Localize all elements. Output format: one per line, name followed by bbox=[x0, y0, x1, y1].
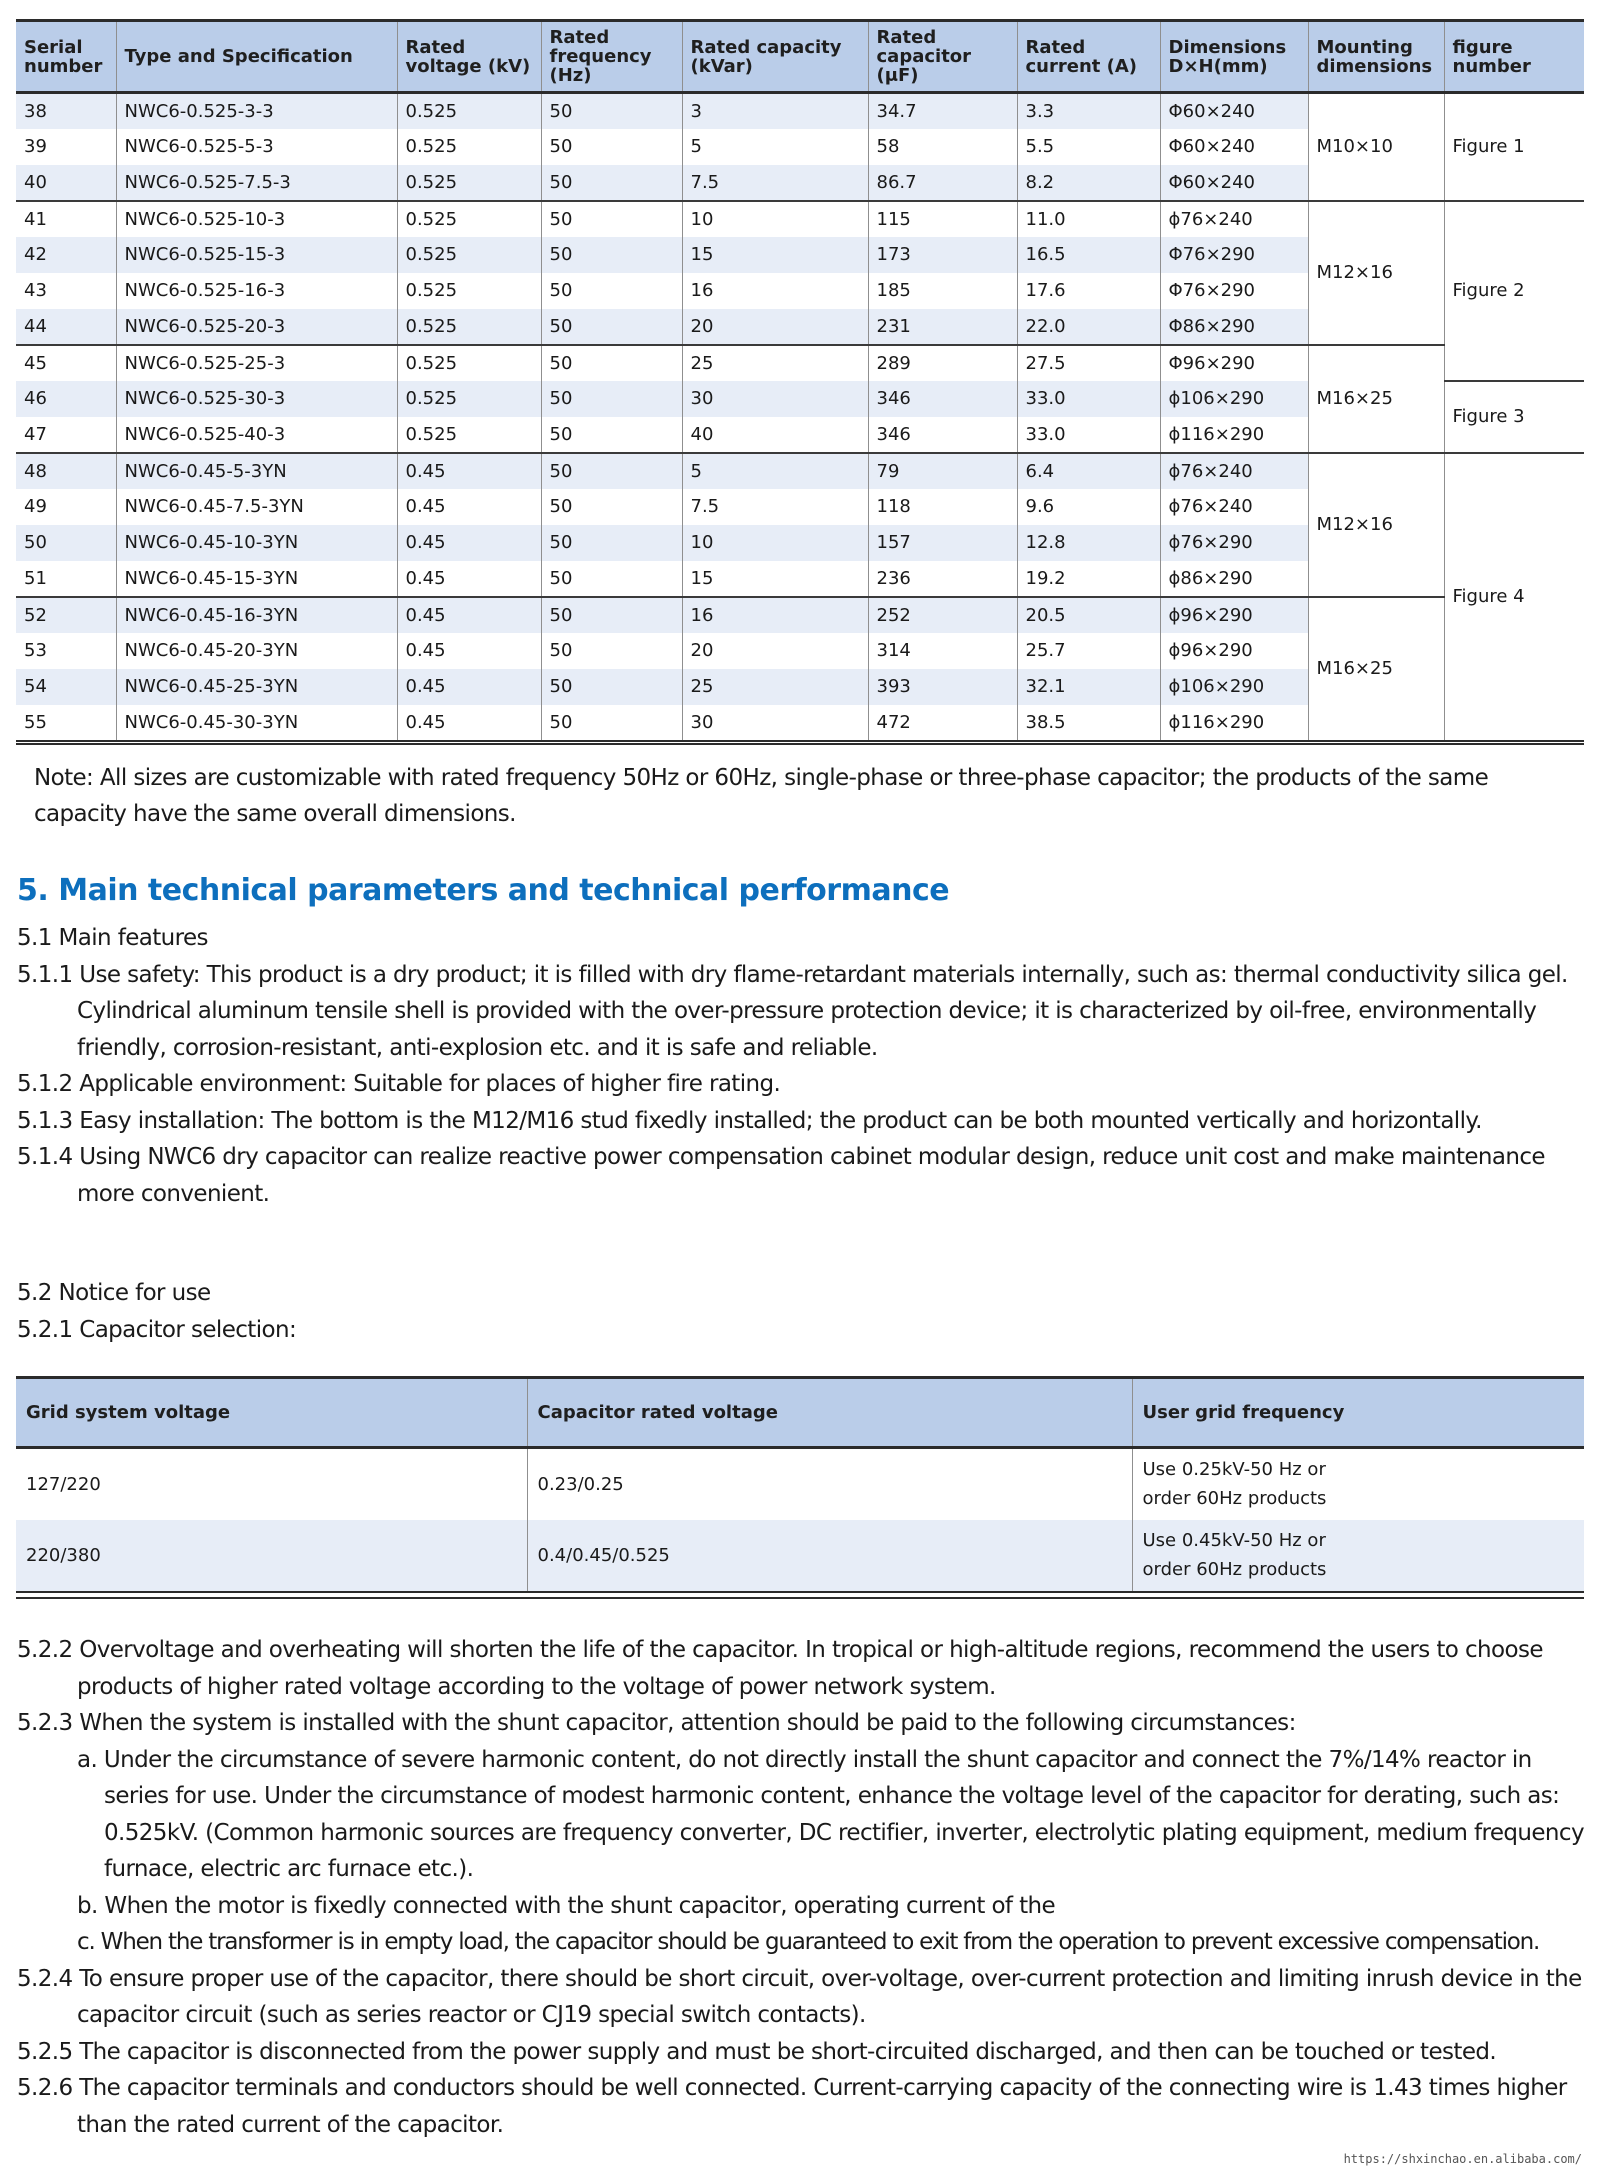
cell-voltage: 0.525 bbox=[397, 129, 541, 165]
cell-voltage: 0.525 bbox=[397, 165, 541, 201]
subsection-5-2-1: 5.2.1 Capacitor selection: bbox=[17, 1316, 297, 1343]
cell-current: 8.2 bbox=[1017, 165, 1160, 201]
cell-serial: 41 bbox=[16, 201, 116, 237]
cell-voltage: 0.45 bbox=[397, 597, 541, 633]
cell-dimensions: ϕ76×240 bbox=[1160, 489, 1308, 525]
cell-current: 9.6 bbox=[1017, 489, 1160, 525]
subsection-title-5-1: 5.1 Main features bbox=[17, 925, 208, 951]
cell-type: NWC6-0.525-25-3 bbox=[116, 345, 397, 381]
cell-dimensions: ϕ86×290 bbox=[1160, 561, 1308, 597]
cell-dimensions: ϕ96×290 bbox=[1160, 597, 1308, 633]
cell-frequency: 50 bbox=[541, 561, 682, 597]
cell-capacitor: 314 bbox=[868, 633, 1017, 669]
cell-figure: Figure 2 bbox=[1444, 201, 1584, 381]
cell-serial: 45 bbox=[16, 345, 116, 381]
cell-serial: 38 bbox=[16, 93, 116, 129]
watermark-url: https://shxinchao.en.alibaba.com/ bbox=[1343, 2152, 1582, 2166]
cell-current: 33.0 bbox=[1017, 417, 1160, 453]
selection-table bbox=[16, 1376, 1584, 1593]
cell-capacity: 3 bbox=[682, 93, 868, 129]
selection-table-header bbox=[16, 1378, 1584, 1448]
header-frequency: Rated frequency (Hz) bbox=[541, 21, 682, 93]
cell-dimensions: Φ60×240 bbox=[1160, 93, 1308, 129]
cell-rated-voltage: 0.23/0.25 bbox=[527, 1448, 1132, 1520]
feature-5-1-2: 5.1.2 Applicable environment: Suitable for places of higher fire rating. bbox=[17, 1071, 781, 1097]
cell-serial: 50 bbox=[16, 525, 116, 561]
cell-current: 12.8 bbox=[1017, 525, 1160, 561]
cell-mounting: M10×10 bbox=[1308, 93, 1444, 201]
cell-dimensions: ϕ116×290 bbox=[1160, 705, 1308, 741]
header-capacitor: Rated capacitor (μF) bbox=[868, 21, 1017, 93]
table-note: Note: All sizes are customizable with rated frequency 50Hz or 60Hz, single-phase or three-phase capacitor; the products of the same capacity have the same overall dimensions. bbox=[34, 765, 1489, 827]
cell-mounting: M12×16 bbox=[1308, 453, 1444, 597]
cell-voltage: 0.45 bbox=[397, 705, 541, 741]
header-user-grid-frequency: User grid frequency bbox=[1132, 1378, 1584, 1448]
cell-type: NWC6-0.45-5-3YN bbox=[116, 453, 397, 489]
cell-grid-frequency bbox=[1132, 1448, 1584, 1520]
cell-dimensions: ϕ76×290 bbox=[1160, 525, 1308, 561]
cell-frequency: 50 bbox=[541, 489, 682, 525]
cell-frequency: 50 bbox=[541, 705, 682, 741]
cell-capacity: 30 bbox=[682, 381, 868, 417]
cell-dimensions: ϕ96×290 bbox=[1160, 633, 1308, 669]
cell-dimensions: Φ86×290 bbox=[1160, 309, 1308, 345]
notice-5-2-5: 5.2.5 The capacitor is disconnected from the power supply and must be short-circuited discharged, and then can be touched or tested. bbox=[17, 2038, 1497, 2065]
cell-capacitor: 157 bbox=[868, 525, 1017, 561]
cell-type: NWC6-0.525-16-3 bbox=[116, 273, 397, 309]
table-row bbox=[16, 201, 1584, 237]
cell-capacitor: 472 bbox=[868, 705, 1017, 741]
cell-voltage: 0.45 bbox=[397, 489, 541, 525]
cell-voltage: 0.525 bbox=[397, 237, 541, 273]
cell-grid-voltage: 127/220 bbox=[26, 1473, 101, 1495]
cell-voltage: 0.525 bbox=[397, 309, 541, 345]
cell-type: NWC6-0.45-7.5-3YN bbox=[116, 489, 397, 525]
cell-line: Use 0.45kV-50 Hz or bbox=[1142, 1530, 1326, 1551]
cell-capacitor: 393 bbox=[868, 669, 1017, 705]
cell-current: 3.3 bbox=[1017, 93, 1160, 129]
cell-dimensions: Φ60×240 bbox=[1160, 129, 1308, 165]
cell-capacity: 16 bbox=[682, 273, 868, 309]
notice-block bbox=[17, 1275, 1587, 1348]
cell-dimensions: ϕ106×290 bbox=[1160, 669, 1308, 705]
notice-5-2-4: 5.2.4 To ensure proper use of the capacitor, there should be short circuit, over-voltage, over-current protection and limiting inrush device in the capacitor circuit (such as series reactor or CJ19 special switch contacts). bbox=[17, 1965, 1582, 2028]
cell-capacitor: 252 bbox=[868, 597, 1017, 633]
cell-mounting: M16×25 bbox=[1308, 345, 1444, 453]
cell-type: NWC6-0.45-25-3YN bbox=[116, 669, 397, 705]
cell-serial: 46 bbox=[16, 381, 116, 417]
cell-capacity: 5 bbox=[682, 129, 868, 165]
cell-dimensions: ϕ116×290 bbox=[1160, 417, 1308, 453]
cell-serial: 53 bbox=[24, 640, 47, 661]
cell-frequency: 50 bbox=[541, 525, 682, 561]
cell-capacity: 20 bbox=[682, 309, 868, 345]
cell-serial: 40 bbox=[16, 165, 116, 201]
cell-serial: 43 bbox=[24, 280, 47, 301]
table-bottom-rule bbox=[16, 1597, 1584, 1599]
table-bottom-rule bbox=[16, 743, 1584, 745]
cell-frequency: 50 bbox=[541, 309, 682, 345]
cell-serial: 52 bbox=[16, 597, 116, 633]
cell-frequency: 50 bbox=[541, 129, 682, 165]
header-voltage: Rated voltage (kV) bbox=[397, 21, 541, 93]
cell-capacitor: 115 bbox=[868, 201, 1017, 237]
header-capacity: Rated capacity (kVar) bbox=[682, 21, 868, 93]
cell-voltage: 0.525 bbox=[397, 273, 541, 309]
cell-capacitor: 86.7 bbox=[868, 165, 1017, 201]
cell-capacitor: 346 bbox=[868, 417, 1017, 453]
cell-capacitor: 231 bbox=[868, 309, 1017, 345]
notice-5-2-3: 5.2.3 When the system is installed with the shunt capacitor, attention should be paid to the following circumstances: bbox=[17, 1710, 1296, 1736]
cell-serial: 42 bbox=[16, 237, 116, 273]
cell-capacity: 10 bbox=[682, 525, 868, 561]
cell-type: NWC6-0.525-20-3 bbox=[116, 309, 397, 345]
feature-5-1-4: 5.1.4 Using NWC6 dry capacitor can realize reactive power compensation cabinet modular design, reduce unit cost and make maintenance more convenient. bbox=[17, 1144, 1545, 1207]
cell-voltage: 0.45 bbox=[397, 633, 541, 669]
cell-voltage: 0.525 bbox=[397, 417, 541, 453]
cell-type: NWC6-0.45-16-3YN bbox=[116, 597, 397, 633]
cell-voltage: 0.525 bbox=[397, 201, 541, 237]
cell-grid-frequency bbox=[1132, 1520, 1584, 1592]
cell-mounting: M16×25 bbox=[1308, 597, 1444, 741]
cell-frequency: 50 bbox=[541, 453, 682, 489]
cell-capacity: 25 bbox=[682, 345, 868, 381]
table-row bbox=[16, 1448, 1584, 1520]
cell-frequency: 50 bbox=[541, 633, 682, 669]
cell-capacitor: 173 bbox=[868, 237, 1017, 273]
cell-frequency: 50 bbox=[541, 381, 682, 417]
feature-5-1-1: 5.1.1 Use safety: This product is a dry product; it is filled with dry flame-retardant materials internally, such as: thermal conductivity silica gel. Cylindrical aluminum tensile shell is provided with the over-pressure protection device; it is characterized by oil-free, environmentally friendly, corrosion-resistant, anti-explosion etc. and it is safe and reliable. bbox=[17, 961, 1568, 1061]
cell-capacitor: 58 bbox=[868, 129, 1017, 165]
cell-figure: Figure 1 bbox=[1444, 93, 1584, 201]
cell-serial: 47 bbox=[24, 423, 47, 445]
notice-5-2-3-a: a. Under the circumstance of severe harmonic content, do not directly install the shunt capacitor and connect the 7%/14% reactor in series for use. Under the circumstance of modest harmonic content, enhance the voltage level of the capacitor for derating, such as: 0.525kV. (Common harmonic sources are frequency converter, DC rectifier, inverter, electrolytic plating equipment, medium frequency furnace, electric arc furnace etc.). bbox=[77, 1746, 1584, 1882]
cell-grid-voltage: 220/380 bbox=[26, 1544, 101, 1566]
cell-capacity: 7.5 bbox=[682, 165, 868, 201]
cell-figure: Figure 4 bbox=[1444, 453, 1584, 741]
cell-capacitor: 289 bbox=[868, 345, 1017, 381]
table-row bbox=[16, 345, 1584, 381]
cell-capacity: 15 bbox=[682, 561, 868, 597]
cell-type: NWC6-0.45-20-3YN bbox=[116, 633, 397, 669]
cell-type: NWC6-0.45-15-3YN bbox=[116, 561, 397, 597]
cell-type: NWC6-0.525-5-3 bbox=[116, 129, 397, 165]
cell-capacity: 7.5 bbox=[682, 489, 868, 525]
cell-current: 22.0 bbox=[1017, 309, 1160, 345]
cell-frequency: 50 bbox=[541, 237, 682, 273]
cell-frequency: 50 bbox=[541, 669, 682, 705]
cell-capacitor: 236 bbox=[868, 561, 1017, 597]
cell-capacitor: 118 bbox=[868, 489, 1017, 525]
cell-voltage: 0.45 bbox=[397, 453, 541, 489]
cell-current: 20.5 bbox=[1017, 597, 1160, 633]
header-grid-voltage: Grid system voltage bbox=[26, 1402, 231, 1423]
cell-voltage: 0.45 bbox=[397, 525, 541, 561]
cell-line: order 60Hz products bbox=[1142, 1488, 1327, 1510]
cell-dimensions: Φ96×290 bbox=[1160, 345, 1308, 381]
cell-voltage: 0.45 bbox=[397, 561, 541, 597]
cell-type: NWC6-0.525-30-3 bbox=[116, 381, 397, 417]
cell-current: 6.4 bbox=[1017, 453, 1160, 489]
cell-frequency: 50 bbox=[541, 93, 682, 129]
header-type: Type and Specification bbox=[116, 21, 397, 93]
header-dimensions: Dimensions D×H(mm) bbox=[1160, 21, 1308, 93]
cell-current: 32.1 bbox=[1017, 669, 1160, 705]
cell-dimensions: ϕ76×240 bbox=[1160, 201, 1308, 237]
cell-capacity: 10 bbox=[682, 201, 868, 237]
cell-current: 17.6 bbox=[1017, 273, 1160, 309]
notice-5-2-3-b: b. When the motor is fixedly connected with the shunt capacitor, operating current of the bbox=[77, 1892, 1056, 1919]
cell-dimensions: ϕ106×290 bbox=[1160, 381, 1308, 417]
cell-capacity: 40 bbox=[682, 417, 868, 453]
cell-capacity: 5 bbox=[682, 453, 868, 489]
cell-current: 16.5 bbox=[1017, 237, 1160, 273]
cell-current: 38.5 bbox=[1017, 705, 1160, 741]
cell-capacitor: 79 bbox=[868, 453, 1017, 489]
cell-capacity: 25 bbox=[682, 669, 868, 705]
cell-current: 5.5 bbox=[1017, 129, 1160, 165]
cell-voltage: 0.525 bbox=[397, 381, 541, 417]
cell-capacity: 15 bbox=[682, 237, 868, 273]
cell-dimensions: Φ60×240 bbox=[1160, 165, 1308, 201]
cell-current: 25.7 bbox=[1017, 633, 1160, 669]
cell-current: 33.0 bbox=[1017, 381, 1160, 417]
cell-serial: 54 bbox=[16, 669, 116, 705]
cell-type: NWC6-0.525-15-3 bbox=[116, 237, 397, 273]
cell-current: 19.2 bbox=[1017, 561, 1160, 597]
cell-type: NWC6-0.45-30-3YN bbox=[116, 705, 397, 741]
cell-type: NWC6-0.525-7.5-3 bbox=[116, 165, 397, 201]
subsection-title-5-2: 5.2 Notice for use bbox=[17, 1280, 211, 1306]
header-mounting: Mounting dimensions bbox=[1308, 21, 1444, 93]
cell-voltage: 0.525 bbox=[397, 93, 541, 129]
spec-table-header bbox=[16, 21, 1584, 93]
spec-table bbox=[16, 19, 1584, 742]
cell-type: NWC6-0.525-10-3 bbox=[116, 201, 397, 237]
table-row bbox=[16, 93, 1584, 129]
table-row bbox=[16, 453, 1584, 489]
main-features-block bbox=[17, 920, 1587, 1212]
cell-capacity: 16 bbox=[682, 597, 868, 633]
cell-frequency: 50 bbox=[541, 273, 682, 309]
cell-voltage: 0.45 bbox=[397, 669, 541, 705]
cell-frequency: 50 bbox=[541, 345, 682, 381]
table-row bbox=[16, 597, 1584, 633]
cell-capacitor: 34.7 bbox=[868, 93, 1017, 129]
cell-dimensions: Φ76×290 bbox=[1160, 237, 1308, 273]
cell-serial: 44 bbox=[16, 309, 116, 345]
cell-capacity: 20 bbox=[682, 633, 868, 669]
cell-dimensions: ϕ76×240 bbox=[1160, 453, 1308, 489]
cell-type: NWC6-0.525-3-3 bbox=[116, 93, 397, 129]
notice-5-2-2: 5.2.2 Overvoltage and overheating will shorten the life of the capacitor. In tropical or high-altitude regions, recommend the users to choose products of higher rated voltage according to the voltage of power network system. bbox=[17, 1637, 1543, 1700]
cell-serial: 55 bbox=[24, 711, 47, 733]
cell-voltage: 0.525 bbox=[397, 345, 541, 381]
cell-line: Use 0.25kV-50 Hz or bbox=[1142, 1459, 1326, 1481]
table-row bbox=[16, 1520, 1584, 1592]
cell-mounting: M12×16 bbox=[1308, 201, 1444, 345]
cell-figure: Figure 3 bbox=[1444, 381, 1584, 453]
cell-frequency: 50 bbox=[541, 201, 682, 237]
section-heading: 5. Main technical parameters and technical performance bbox=[17, 873, 950, 908]
cell-frequency: 50 bbox=[541, 417, 682, 453]
feature-5-1-3: 5.1.3 Easy installation: The bottom is the M12/M16 stud fixedly installed; the product can be both mounted vertically and horizontally. bbox=[17, 1107, 1482, 1134]
notice-5-2-6: 5.2.6 The capacitor terminals and conductors should be well connected. Current-carrying capacity of the connecting wire is 1.43 times higher than the rated current of the capacitor. bbox=[17, 2075, 1567, 2138]
header-capacitor-rated-voltage: Capacitor rated voltage bbox=[527, 1378, 1132, 1448]
cell-frequency: 50 bbox=[541, 597, 682, 633]
header-serial: Serial number bbox=[24, 36, 103, 77]
cell-current: 27.5 bbox=[1017, 345, 1160, 381]
notice-5-2-3-c: c. When the transformer is in empty load, the capacitor should be guaranteed to exit from the operation to prevent excessive compensation. bbox=[77, 1929, 1540, 1955]
cell-type: NWC6-0.45-10-3YN bbox=[116, 525, 397, 561]
cell-capacitor: 185 bbox=[868, 273, 1017, 309]
notice-items-block bbox=[17, 1632, 1587, 2143]
cell-serial: 51 bbox=[24, 567, 47, 589]
cell-capacity: 30 bbox=[682, 705, 868, 741]
cell-serial: 49 bbox=[24, 496, 47, 517]
cell-serial: 39 bbox=[24, 136, 47, 157]
cell-serial: 48 bbox=[16, 453, 116, 489]
header-current: Rated current (A) bbox=[1017, 21, 1160, 93]
cell-frequency: 50 bbox=[541, 165, 682, 201]
cell-dimensions: Φ76×290 bbox=[1160, 273, 1308, 309]
cell-rated-voltage: 0.4/0.45/0.525 bbox=[527, 1520, 1132, 1592]
cell-capacitor: 346 bbox=[868, 381, 1017, 417]
cell-line: order 60Hz products bbox=[1142, 1559, 1327, 1580]
cell-type: NWC6-0.525-40-3 bbox=[116, 417, 397, 453]
cell-current: 11.0 bbox=[1017, 201, 1160, 237]
header-figure: figure number bbox=[1444, 21, 1584, 93]
